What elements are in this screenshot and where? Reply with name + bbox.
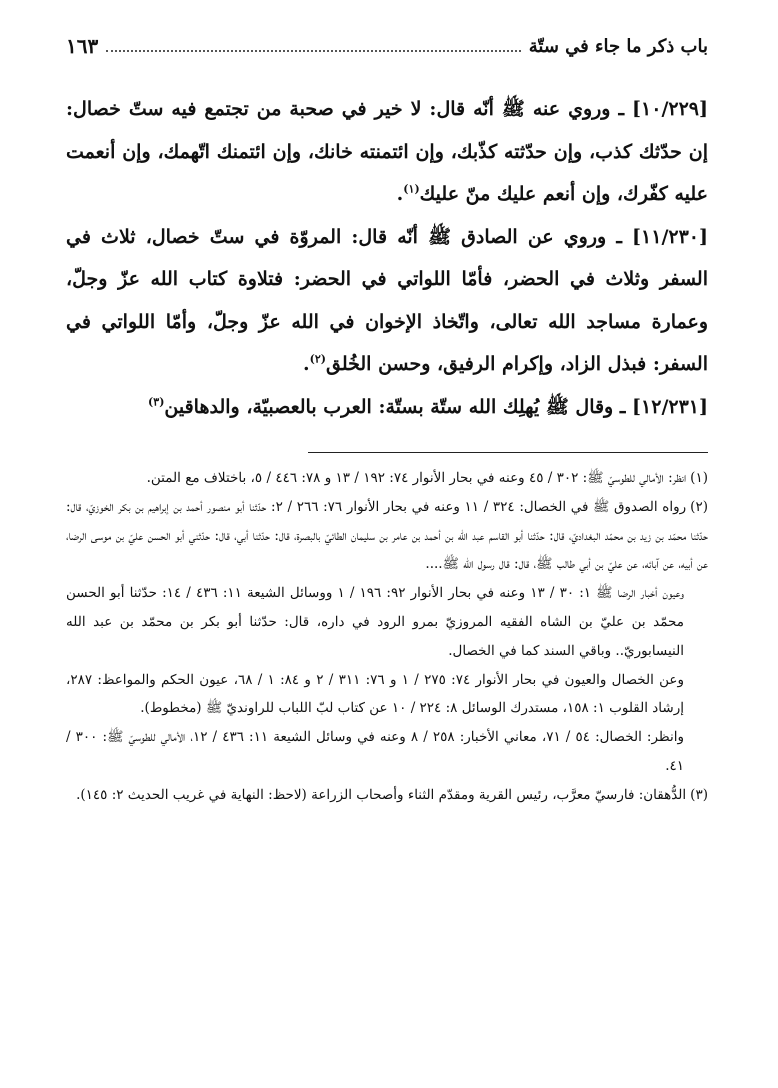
narration-number: [١١/٢٣٠] — [632, 225, 708, 248]
narration-paragraph — [66, 88, 708, 216]
footnote-text: رواه الصدوق ﷺ في الخصال: ٣٢٤ / ١١ وعنه في بحار الأنوار ٧٦: ٢٦٦ / ٢: حدّثنا أبو منصور أحمد بن إبراهيم بن بكر الخوزيّ، قال: حدّثنا محمّد بن زيد بن محمّد البغداديّ، قال: حدّثنا أبو القاسم عبد الله بن أحمد بن عامر بن سليمان الطائيّ بالبصرة، قال: حدّثنا أبي، قال: حدّثني أبو الحسن عليّ بن موسى الرضا، عن أبيه، عن آبائه، عن عليّ بن أبي طالب ﷺ، قال: قال رسول الله ﷺ.... — [66, 498, 708, 573]
narration-text: ـ وروي عنه ﷺ أنّه قال: لا خير في صحبة من تجتمع فيه ستّ خصال: إن حدّثك كذب، وإن حدّثته كذّبك، وإن ائتمنته خانك، وإن ائتمنك اتّهمك، وإن أنعمت عليه كفّرك، وإن أنعم عليك منّ عليك — [66, 98, 708, 205]
main-text — [66, 88, 708, 428]
footnote-text: انظر: الأمالي للطوسيّ ﷺ: ٣٠٢ / ٤٥ وعنه في بحار الأنوار ٧٤: ١٩٢ / ١٣ و ٧٨: ٤٤٦ / ٥، باختلاف مع المتن. — [146, 470, 687, 486]
page-header — [66, 30, 708, 62]
narration-number: [١٢/٢٣١] — [632, 395, 708, 418]
footnote-ref[interactable]: (٢) — [309, 352, 326, 366]
narration-end: . — [303, 353, 310, 375]
chapter-title: باب ذكر ما جاء في ستّة — [528, 35, 708, 57]
footnote-continuation: وعيون أخبار الرضا ﷺ ١: ٣٠ / ١٣ وعنه في بحار الأنوار ٩٢: ١٩٦ / ١ ووسائل الشيعة ١١: ٤٣٦ / ١٤: حدّثنا أبو الحسن محمّد بن عليّ بن الشاه الفقيه المروزيّ بمرو الرود في داره، قال: حدّثنا أبو بكر بن محمّد بن عبد الله النيسابوريّ.. وباقي السند كما في الخصال. — [66, 585, 684, 659]
narration-number: [١٠/٢٢٩] — [632, 98, 708, 120]
narration-paragraph — [66, 386, 708, 429]
page-number: ١٦٣ — [66, 34, 99, 58]
footnote-continuation: وعن الخصال والعيون في بحار الأنوار ٧٤: ٢٧٥ / ١ و ٧٦: ٣١١ / ٢ و ٨٤: ١ / ٦٨، عيون الحكم والمواعظ: ٢٨٧، إرشاد القلوب ١: ١٥٨، مستدرك الوسائل ٨: ٢٢٤ / ١٠ عن كتاب لبّ اللباب للراونديّ ﷺ (مخطوط). — [66, 671, 685, 717]
footnote-text: الدُّهقان: فارسيّ معرَّب، رئيس القرية ومقدّم الثناء وأصحاب الزراعة (لاحظ: النهاية في غريب الحديث ٢: ١٤٥). — [76, 786, 687, 803]
footnote-number: (٢) — [690, 498, 708, 515]
footnotes — [66, 464, 708, 810]
footnote-ref[interactable]: (٣) — [148, 395, 165, 409]
header-dotted-leader — [106, 50, 521, 52]
footnote — [66, 493, 708, 579]
narration-text: ـ وقال ﷺ يُهلِك الله ستّة بستّة: العرب بالعصبيّة، والدهاقين — [164, 395, 633, 418]
footnote-number: (١) — [690, 470, 708, 486]
footnote — [66, 781, 708, 810]
footnote-number: (٣) — [690, 786, 708, 803]
footnote — [66, 464, 708, 493]
narration-text: ـ وروي عن الصادق ﷺ أنّه قال: المروّة في ستّ خصال، ثلاث في السفر وثلاث في الحضر، فأمّا اللواتي في الحضر: فتلاوة كتاب الله عزّ وجلّ، وعمارة مساجد الله تعالى، واتّخاذ الإخوان في الله عزّ وجلّ، وأمّا اللواتي في السفر: فبذل الزاد، وإكرام الرفيق، وحسن الخُلق — [66, 225, 708, 375]
footnote-ref[interactable]: (١) — [403, 182, 420, 196]
footnote-divider — [308, 452, 708, 453]
footnote-continuation: وانظر: الخصال: ٥٤ / ٧١، معاني الأخبار: ٢٥٨ / ٨ وعنه في وسائل الشيعة ١١: ٤٣٦ / ١٢، الأمالي للطوسيّ ﷺ: ٣٠٠ / ٤١. — [66, 729, 685, 774]
narration-paragraph — [66, 216, 708, 386]
narration-end: . — [396, 183, 404, 205]
